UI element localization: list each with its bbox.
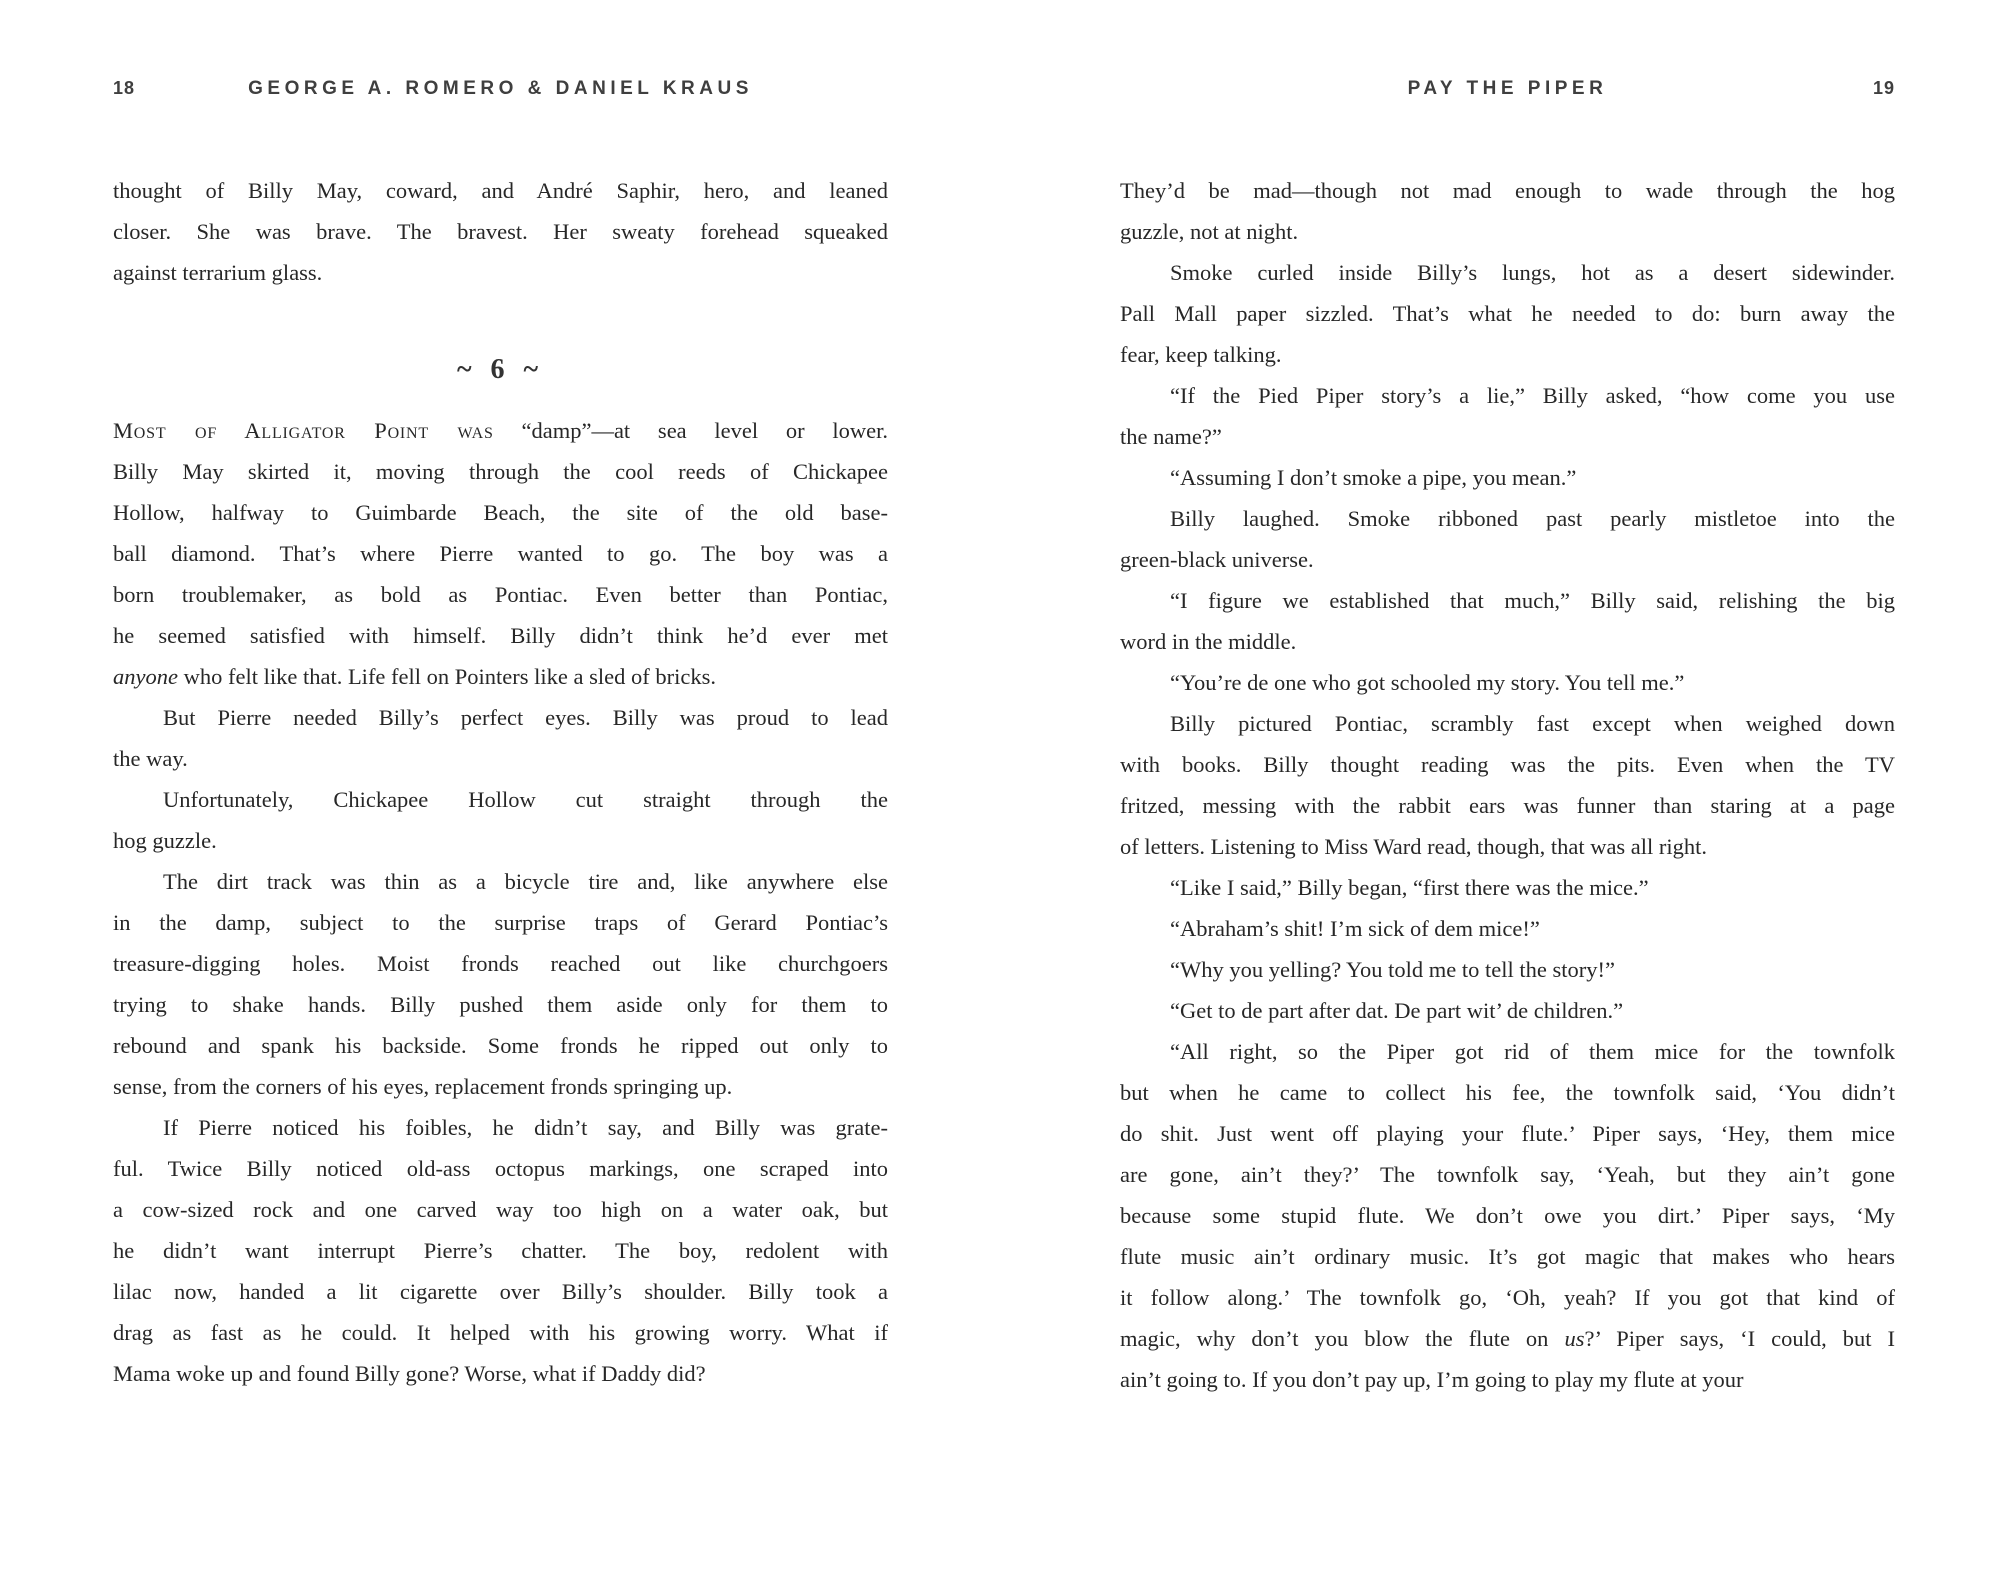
paragraph	[1120, 498, 1895, 580]
text-line: a cow-sized rock and one carved way too high on a water oak, but	[113, 1197, 888, 1222]
text-line: Billy May skirted it, moving through the cool reeds of Chickapee	[113, 459, 888, 484]
text-line: thought of Billy May, coward, and André Saphir, hero, and leaned	[113, 178, 888, 203]
paragraph	[113, 170, 888, 293]
text-line: born troublemaker, as bold as Pontiac. Even better than Pontiac,	[113, 582, 888, 607]
text-line: closer. She was brave. The bravest. Her sweaty forehead squeaked	[113, 219, 888, 244]
text-line: the name?”	[1120, 424, 1222, 449]
text-line: ful. Twice Billy noticed old-ass octopus markings, one scraped into	[113, 1156, 888, 1181]
page-number-left: 18	[113, 78, 136, 98]
text-line: drag as fast as he could. It helped with his growing worry. What if	[113, 1320, 888, 1345]
text-line: ball diamond. That’s where Pierre wanted to go. The boy was a	[113, 541, 888, 566]
text-line: Smoke curled inside Billy’s lungs, hot as a desert sidewinder.	[1170, 260, 1895, 285]
running-header-left-title: GEORGE A. ROMERO & DANIEL KRAUS	[248, 78, 753, 99]
text-line: “Get to de part after dat. De part wit’ de children.”	[1170, 998, 1624, 1023]
text-line: Unfortunately, Chickapee Hollow cut straight through the	[163, 787, 888, 812]
text-line: “Why you yelling? You told me to tell the story!”	[1170, 957, 1615, 982]
text-line: flute music ain’t ordinary music. It’s got magic that makes who hears	[1120, 1244, 1895, 1269]
text-line: Hollow, halfway to Guimbarde Beach, the site of the old base-	[113, 500, 888, 525]
text-line: word in the middle.	[1120, 629, 1297, 654]
paragraph	[1120, 252, 1895, 375]
text-line: fritzed, messing with the rabbit ears was funner than staring at a page	[1120, 793, 1895, 818]
text-line: They’d be mad—though not mad enough to wade through the hog	[1120, 178, 1895, 203]
paragraph	[1120, 908, 1895, 949]
text-line: Pall Mall paper sizzled. That’s what he needed to do: burn away the	[1120, 301, 1895, 326]
text-line: lilac now, handed a lit cigarette over Billy’s shoulder. Billy took a	[113, 1279, 888, 1304]
text-line: ain’t going to. If you don’t pay up, I’m going to play my flute at your	[1120, 1367, 1744, 1392]
paragraph	[1120, 662, 1895, 703]
chapter-heading: ~ 6 ~	[456, 354, 545, 385]
text-line: fear, keep talking.	[1120, 342, 1282, 367]
paragraph	[1120, 375, 1895, 457]
text-line: Mama woke up and found Billy gone? Worse, what if Daddy did?	[113, 1361, 706, 1386]
page-right	[1120, 0, 1895, 1578]
running-head-right	[1120, 78, 1895, 102]
text-line: “I figure we established that much,” Billy said, relishing the big	[1170, 588, 1895, 613]
text-line: anyone who felt like that. Life fell on Pointers like a sled of bricks.	[113, 664, 716, 689]
text-line: against terrarium glass.	[113, 260, 323, 285]
text-line: he didn’t want interrupt Pierre’s chatter. The boy, redolent with	[113, 1238, 888, 1263]
text-line: do shit. Just went off playing your flute.’ Piper says, ‘Hey, them mice	[1120, 1121, 1895, 1146]
paragraph	[1120, 867, 1895, 908]
text-line: If Pierre noticed his foibles, he didn’t say, and Billy was grate-	[163, 1115, 888, 1140]
paragraph	[1120, 457, 1895, 498]
text-line: “If the Pied Piper story’s a lie,” Billy asked, “how come you use	[1170, 383, 1895, 408]
text-line: it follow along.’ The townfolk go, ‘Oh, yeah? If you got that kind of	[1120, 1285, 1895, 1310]
text-line: “You’re de one who got schooled my story. You tell me.”	[1170, 670, 1685, 695]
text-line: Most of Alligator Point was “damp”—at sea level or lower.	[113, 418, 888, 443]
text-line: But Pierre needed Billy’s perfect eyes. Billy was proud to lead	[163, 705, 888, 730]
running-head-left	[113, 78, 888, 102]
text-line: the way.	[113, 746, 188, 771]
page-number-right: 19	[1872, 78, 1895, 98]
paragraph	[1120, 990, 1895, 1031]
paragraph	[113, 779, 888, 861]
text-line: rebound and spank his backside. Some fronds he ripped out only to	[113, 1033, 888, 1058]
text-line: magic, why don’t you blow the flute on us?’ Piper says, ‘I could, but I	[1120, 1326, 1895, 1351]
text-line: Billy pictured Pontiac, scrambly fast except when weighed down	[1170, 711, 1895, 736]
paragraph	[1120, 1031, 1895, 1400]
text-line: are gone, ain’t they?’ The townfolk say, ‘Yeah, but they ain’t gone	[1120, 1162, 1895, 1187]
text-line: “All right, so the Piper got rid of them mice for the townfolk	[1170, 1039, 1895, 1064]
text-line: Billy laughed. Smoke ribboned past pearly mistletoe into the	[1170, 506, 1895, 531]
running-header-right-title: PAY THE PIPER	[1407, 78, 1608, 99]
text-line: treasure-digging holes. Moist fronds reached out like churchgoers	[113, 951, 888, 976]
text-line: sense, from the corners of his eyes, replacement fronds springing up.	[113, 1074, 733, 1099]
text-line: “Abraham’s shit! I’m sick of dem mice!”	[1170, 916, 1540, 941]
paragraph	[1120, 703, 1895, 867]
text-line: hog guzzle.	[113, 828, 217, 853]
page-right-body	[1120, 170, 1895, 1400]
paragraph	[113, 697, 888, 779]
text-line: “Assuming I don’t smoke a pipe, you mean.”	[1170, 465, 1577, 490]
text-line: The dirt track was thin as a bicycle tire and, like anywhere else	[163, 869, 888, 894]
text-line: he seemed satisfied with himself. Billy didn’t think he’d ever met	[113, 623, 888, 648]
page-left	[113, 0, 888, 1578]
paragraph	[113, 861, 888, 1107]
text-line: with books. Billy thought reading was the pits. Even when the TV	[1120, 752, 1895, 777]
paragraph	[113, 410, 888, 697]
text-line: guzzle, not at night.	[1120, 219, 1299, 244]
text-line: trying to shake hands. Billy pushed them aside only for them to	[113, 992, 888, 1017]
paragraph	[1120, 170, 1895, 252]
text-line: in the damp, subject to the surprise traps of Gerard Pontiac’s	[113, 910, 888, 935]
text-line: of letters. Listening to Miss Ward read, though, that was all right.	[1120, 834, 1708, 859]
paragraph	[113, 1107, 888, 1394]
text-line: “Like I said,” Billy began, “first there was the mice.”	[1170, 875, 1649, 900]
text-line: but when he came to collect his fee, the townfolk said, ‘You didn’t	[1120, 1080, 1895, 1105]
text-line: green-black universe.	[1120, 547, 1314, 572]
paragraph	[1120, 949, 1895, 990]
text-line: because some stupid flute. We don’t owe you dirt.’ Piper says, ‘My	[1120, 1203, 1895, 1228]
page-left-body	[113, 170, 888, 1394]
paragraph	[1120, 580, 1895, 662]
